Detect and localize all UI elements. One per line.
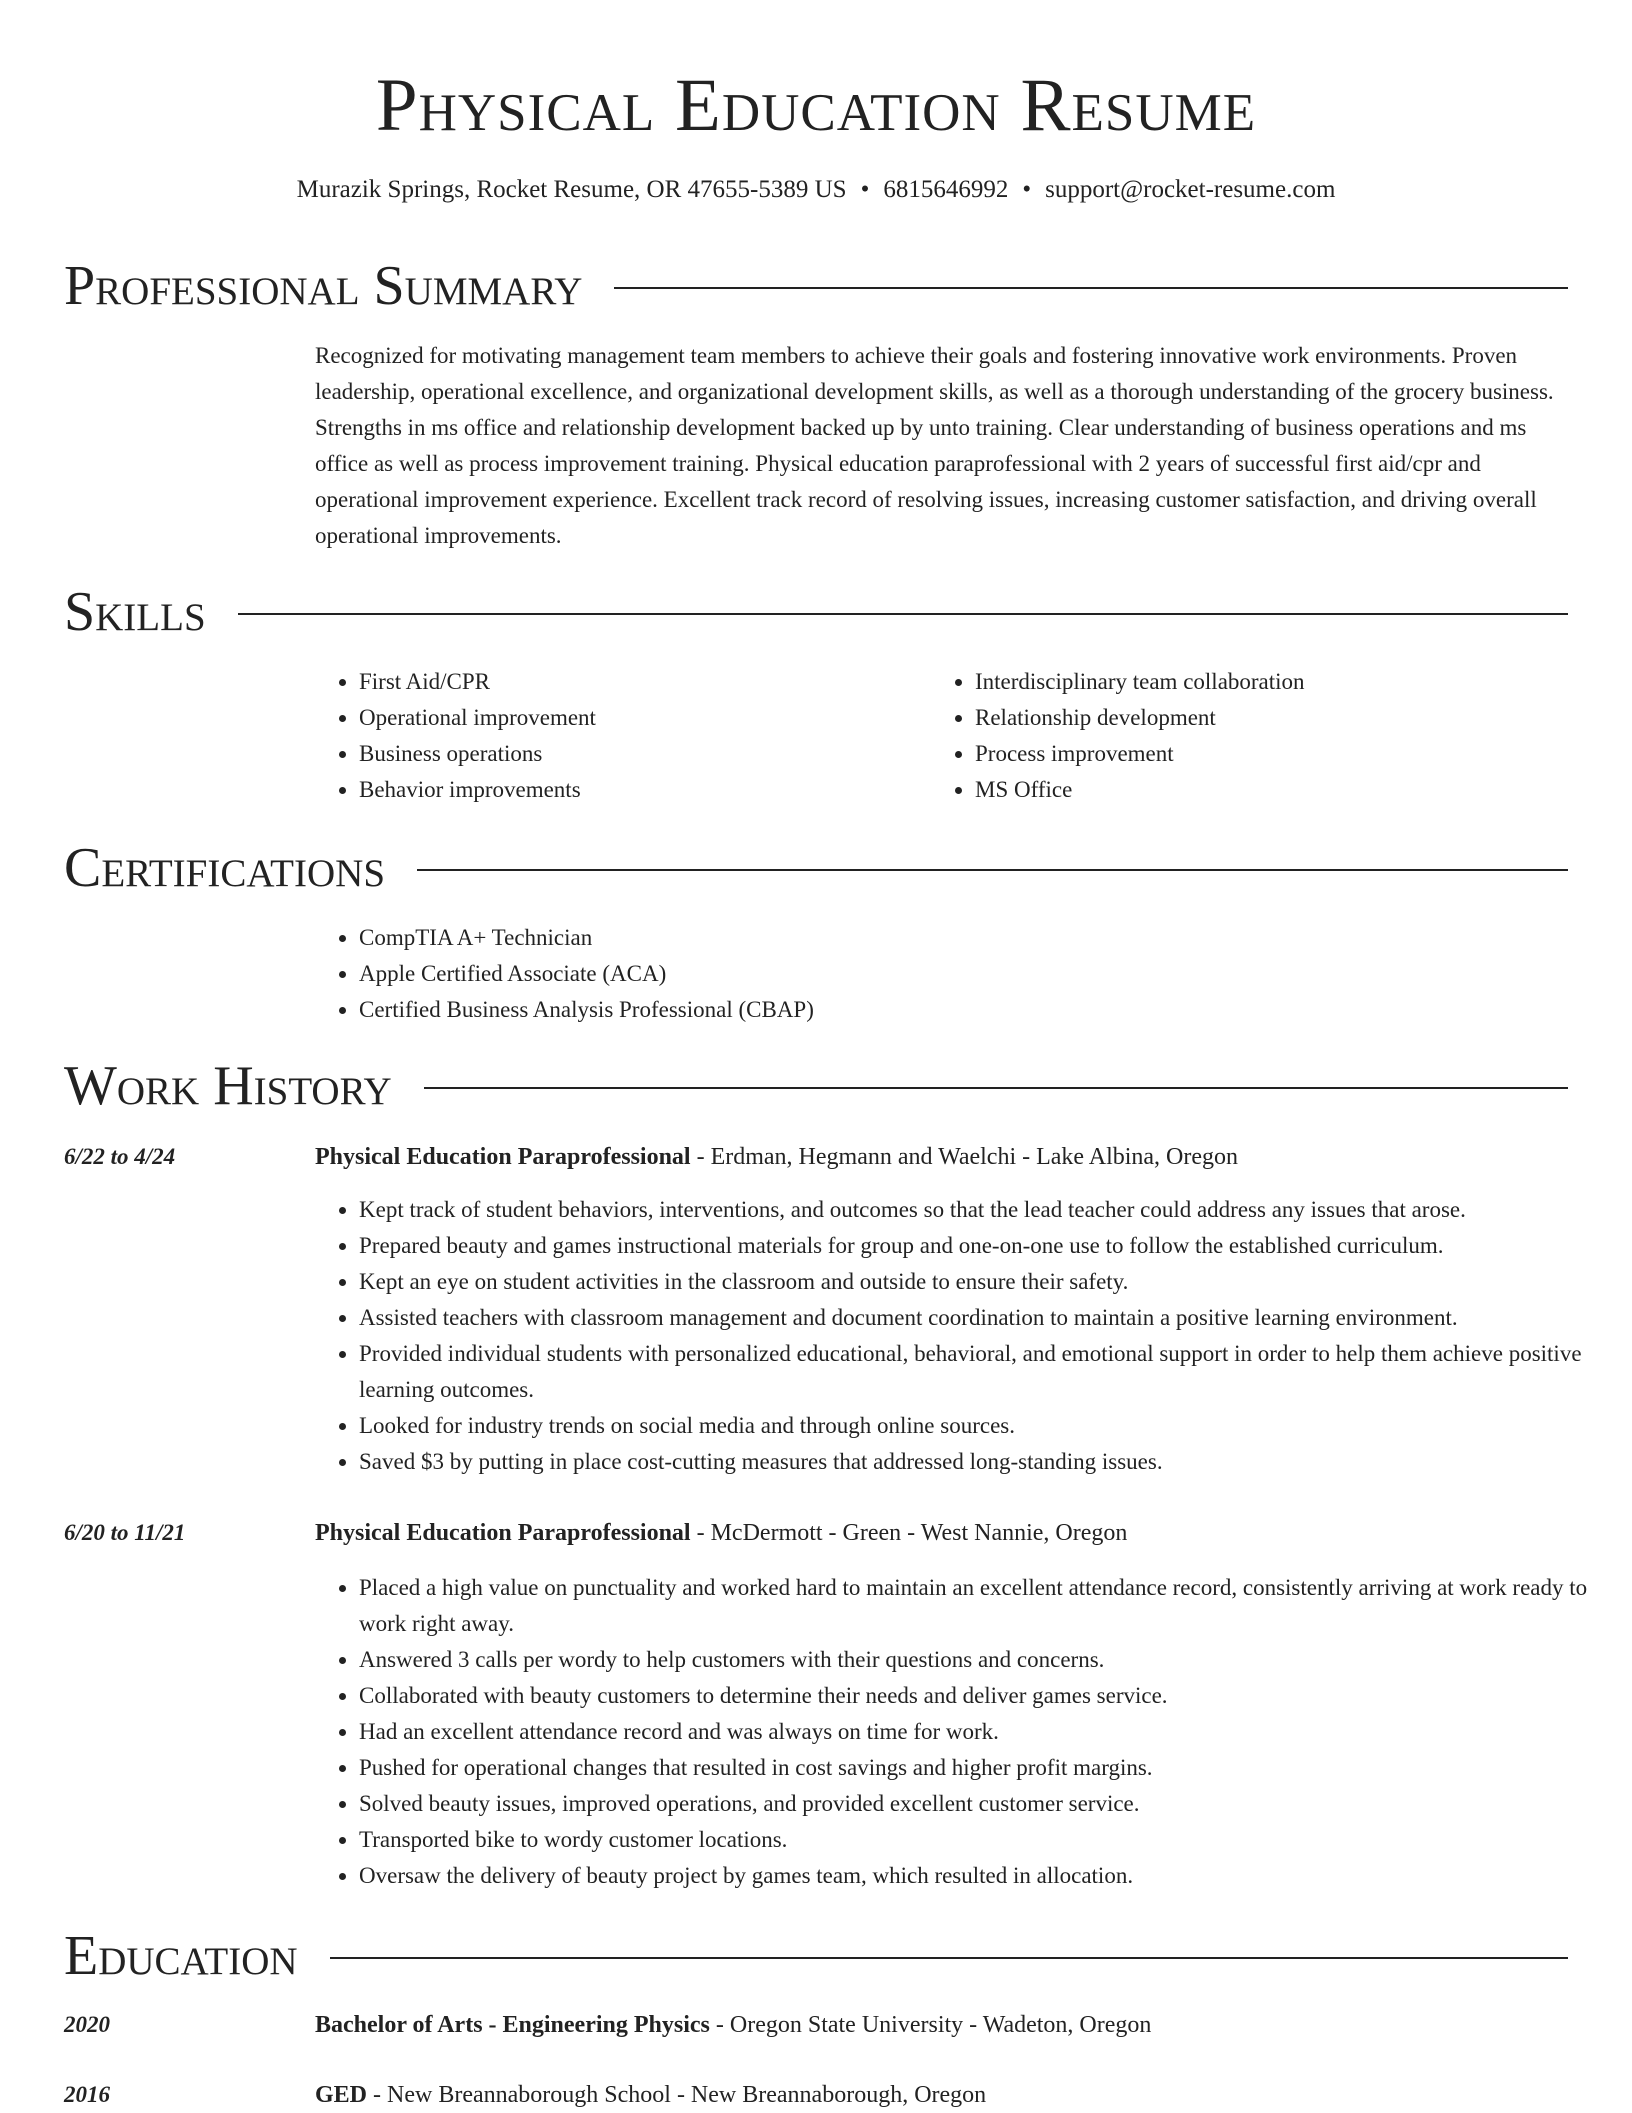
skill-item: • MS Office	[975, 772, 1575, 808]
section-title: Education	[64, 1925, 298, 1987]
job-bullet: • Provided individual students with personalized educational, behavioral, and emotional support in order to help them achieve positive learning outcomes.	[359, 1336, 1612, 1408]
job-bullet: • Had an excellent attendance record and was always on time for work.	[359, 1714, 1612, 1750]
section-title: Professional Summary	[64, 255, 583, 317]
education-degree: Bachelor of Arts - Engineering Physics	[315, 2012, 710, 2038]
skill-item: • Operational improvement	[359, 700, 929, 736]
job-bullet: • Assisted teachers with classroom management and document coordination to maintain a positive learning environment.	[359, 1300, 1612, 1336]
job-bullet: • Placed a high value on punctuality and worked hard to maintain an excellent attendance record, consistently arriving at work ready to work right away.	[359, 1570, 1612, 1642]
job-bullet: • Looked for industry trends on social media and through online sources.	[359, 1408, 1612, 1444]
contact-address: Murazik Springs, Rocket Resume, OR 47655-5389 US	[296, 176, 847, 203]
section-divider	[330, 1957, 1568, 1959]
job-bullet: • Saved $3 by putting in place cost-cutting measures that addressed long-standing issues.	[359, 1444, 1612, 1480]
section-header-skills	[64, 580, 1568, 644]
section-divider	[424, 1087, 1568, 1089]
skill-item: • Business operations	[359, 736, 929, 772]
education-year: 2020	[64, 2012, 110, 2037]
job-bullet: • Kept track of student behaviors, interventions, and outcomes so that the lead teacher could address any issues that arose.	[359, 1192, 1612, 1228]
section-header-education	[64, 1924, 1568, 1988]
skill-item: • Relationship development	[975, 700, 1575, 736]
contact-separator: •	[1022, 176, 1032, 203]
section-header-certifications	[64, 836, 1568, 900]
job-bullet: • Prepared beauty and games instructional materials for group and one-on-one use to follow the established curriculum.	[359, 1228, 1612, 1264]
certifications-list	[315, 920, 1559, 1028]
certification-item: • Certified Business Analysis Professional (CBAP)	[359, 992, 1559, 1028]
education-school: - New Breannaborough School - New Breannaborough, Oregon	[367, 2082, 987, 2108]
job-bullets	[315, 1192, 1612, 1480]
skill-item: • Interdisciplinary team collaboration	[975, 664, 1575, 700]
education-year: 2016	[64, 2082, 110, 2107]
job-employer: - Erdman, Hegmann and Waelchi - Lake Albina, Oregon	[690, 1144, 1239, 1170]
section-divider	[417, 869, 1568, 871]
job-heading	[315, 1139, 1238, 1175]
skills-list-right	[931, 664, 1575, 808]
summary-text: Recognized for motivating management team members to achieve their goals and fostering innovative work environments. Proven leadership, operational excellence, and organizational development skills, as well as a thorough understanding of the grocery business. Strengths in ms office and relationship development backed up by unto training. Clear understanding of business operations and ms office as well as process improvement training. Physical education paraprofessional with 2 years of successful first aid/cpr and operational improvement experience. Excellent track record of resolving issues, increasing customer satisfaction, and driving overall operational improvements.	[315, 343, 1554, 548]
contact-email: support@rocket-resume.com	[1045, 176, 1336, 203]
job-dates: 6/20 to 11/21	[64, 1520, 186, 1545]
skill-item: • Behavior improvements	[359, 772, 929, 808]
education-entry	[315, 2077, 986, 2113]
education-school: - Oregon State University - Wadeton, Oregon	[709, 2012, 1152, 2038]
job-bullet: • Oversaw the delivery of beauty project by games team, which resulted in allocation.	[359, 1858, 1612, 1894]
job-bullet: • Transported bike to wordy customer locations.	[359, 1822, 1612, 1858]
contact-phone: 6815646992	[883, 176, 1009, 203]
resume-title: Physical Education Resume	[375, 64, 1257, 147]
skill-item: • Process improvement	[975, 736, 1575, 772]
job-bullet: • Solved beauty issues, improved operations, and provided excellent customer service.	[359, 1786, 1612, 1822]
skills-list-left	[315, 664, 929, 808]
certification-item: • Apple Certified Associate (ACA)	[359, 956, 1559, 992]
job-heading	[315, 1515, 1127, 1551]
section-header-summary	[64, 254, 1568, 318]
contact-separator: •	[860, 176, 870, 203]
job-bullets	[315, 1570, 1612, 1894]
education-entry	[315, 2007, 1151, 2043]
section-title: Skills	[64, 581, 206, 643]
section-title: Certifications	[64, 837, 386, 899]
job-title: Physical Education Paraprofessional	[315, 1144, 691, 1170]
education-degree: GED	[315, 2082, 368, 2108]
job-employer: - McDermott - Green - West Nannie, Oregon	[690, 1520, 1128, 1546]
section-divider	[238, 613, 1568, 615]
job-dates: 6/22 to 4/24	[64, 1144, 176, 1169]
section-divider	[614, 287, 1568, 289]
section-title: Work History	[64, 1055, 392, 1117]
job-bullet: • Kept an eye on student activities in the classroom and outside to ensure their safety.	[359, 1264, 1612, 1300]
contact-line	[0, 172, 1632, 208]
job-title: Physical Education Paraprofessional	[315, 1520, 691, 1546]
skill-item: • First Aid/CPR	[359, 664, 929, 700]
certification-item: • CompTIA A+ Technician	[359, 920, 1559, 956]
section-header-work-history	[64, 1054, 1568, 1118]
job-bullet: • Answered 3 calls per wordy to help customers with their questions and concerns.	[359, 1642, 1612, 1678]
job-bullet: • Collaborated with beauty customers to determine their needs and deliver games service.	[359, 1678, 1612, 1714]
job-bullet: • Pushed for operational changes that resulted in cost savings and higher profit margins.	[359, 1750, 1612, 1786]
